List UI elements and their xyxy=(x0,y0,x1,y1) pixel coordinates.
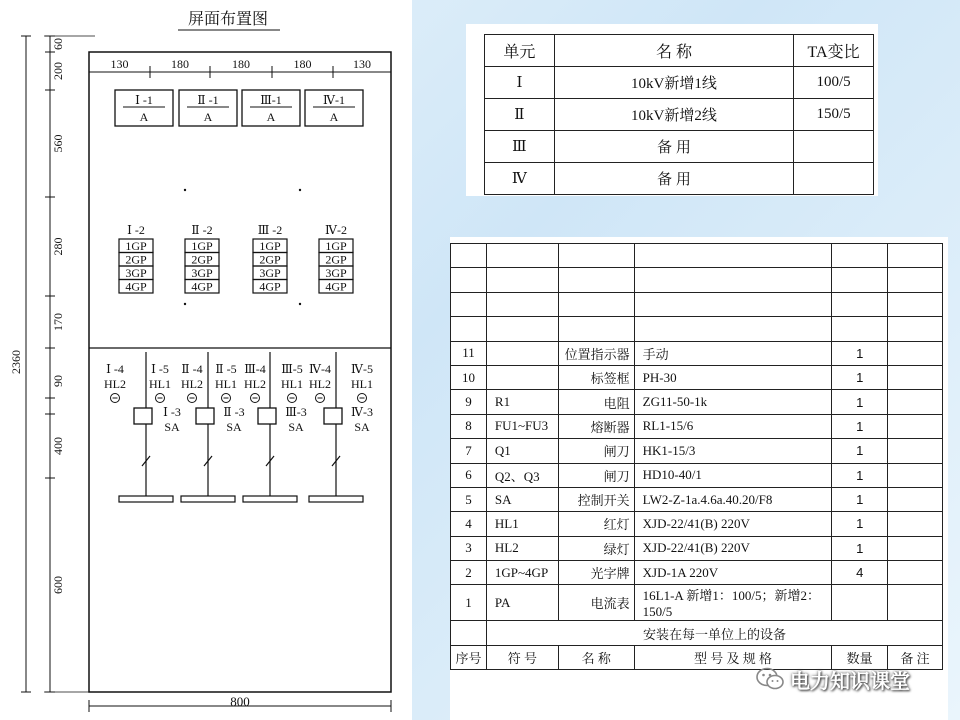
ammeter-label: Ⅰ -1 xyxy=(135,93,153,107)
equipment-cell xyxy=(634,244,832,268)
equipment-cell-spec: PH-30 xyxy=(634,365,832,389)
mounting-plate xyxy=(309,496,363,502)
switch-box xyxy=(134,408,152,424)
equipment-row xyxy=(451,365,943,389)
lamp-label: Ⅰ -4 xyxy=(106,362,124,376)
ammeter-label: Ⅲ-1 xyxy=(260,93,282,107)
annunciator-label: Ⅲ -2 xyxy=(257,223,283,237)
left-dim-value: 400 xyxy=(51,437,65,455)
ammeter-unit: A xyxy=(266,110,276,124)
annunciator-label: Ⅰ -2 xyxy=(127,223,145,237)
equipment-cell-spec: HK1-15/3 xyxy=(634,439,832,463)
equipment-cell-name: 电阻 xyxy=(558,390,634,414)
equipment-cell-note xyxy=(888,463,943,487)
annunciator-label: Ⅳ-2 xyxy=(325,223,347,237)
equipment-row xyxy=(451,536,943,560)
ta-cell-ratio xyxy=(794,131,874,163)
lamp-code: HL1 xyxy=(149,377,171,391)
equipment-cell-spec: RL1-15/6 xyxy=(634,414,832,438)
equipment-cell xyxy=(832,244,888,268)
ta-cell-ratio: 150/5 xyxy=(794,99,874,131)
equipment-cell-name: 位置指示器 xyxy=(558,341,634,365)
equipment-cell xyxy=(832,292,888,316)
equipment-cell xyxy=(888,244,943,268)
switch-code: SA xyxy=(226,420,242,434)
switch-label: Ⅰ -3 xyxy=(163,405,181,419)
lamp-label: Ⅰ -5 xyxy=(151,362,169,376)
equipment-cell-name: 控制开关 xyxy=(558,487,634,511)
equipment-cell xyxy=(888,268,943,292)
equipment-cell-symbol: HL1 xyxy=(486,512,558,536)
equipment-cell-symbol xyxy=(486,341,558,365)
equipment-blank-row xyxy=(451,244,943,268)
ammeter-label: Ⅳ-1 xyxy=(323,93,345,107)
equipment-cell-note xyxy=(888,439,943,463)
ta-cell-unit: Ⅰ xyxy=(485,67,555,99)
equipment-cell xyxy=(558,317,634,341)
ta-cell-name: 备 用 xyxy=(554,131,793,163)
equipment-row xyxy=(451,414,943,438)
bottom-dim-value: 800 xyxy=(230,694,250,709)
equipment-cell-qty: 1 xyxy=(832,390,888,414)
equipment-cell xyxy=(451,268,487,292)
ta-cell-name: 10kV新增1线 xyxy=(554,67,793,99)
equipment-cell-name: 闸刀 xyxy=(558,439,634,463)
switch-label: Ⅱ -3 xyxy=(223,405,245,419)
watermark xyxy=(756,664,946,694)
watermark-text: 电力知识课堂 xyxy=(790,668,910,693)
center-mark xyxy=(184,189,186,191)
switch-box xyxy=(196,408,214,424)
annunciator-item: 2GP xyxy=(125,252,147,267)
equipment-cell-note xyxy=(888,487,943,511)
panel-layout-drawing xyxy=(0,0,412,720)
equipment-cell-name: 闸刀 xyxy=(558,463,634,487)
equipment-cell-note xyxy=(888,341,943,365)
mounting-plate xyxy=(119,496,173,502)
equipment-cell-symbol xyxy=(486,365,558,389)
top-dim-value: 180 xyxy=(293,57,312,71)
ammeter-label: Ⅱ -1 xyxy=(197,93,219,107)
annunciator-item: 3GP xyxy=(325,266,347,280)
equipment-cell-no: 9 xyxy=(451,390,487,414)
ta-cell-unit: Ⅲ xyxy=(485,131,555,163)
equipment-cell xyxy=(634,268,832,292)
equipment-cell-spec: 手动 xyxy=(634,341,832,365)
equipment-cell xyxy=(558,292,634,316)
equipment-cell-qty: 4 xyxy=(832,561,888,585)
equipment-row xyxy=(451,439,943,463)
switch-label: Ⅲ-3 xyxy=(285,405,307,419)
equipment-cell xyxy=(832,317,888,341)
equipment-section-row xyxy=(451,621,943,645)
ammeter-unit: A xyxy=(139,110,149,124)
equipment-cell-note xyxy=(888,536,943,560)
annunciator-item: 2GP xyxy=(325,252,347,267)
annunciator-item: 1GP xyxy=(259,239,281,253)
equipment-panel xyxy=(450,237,948,720)
equipment-cell-spec: 16L1-A 新增1：100/5；新增2：150/5 xyxy=(634,585,832,621)
equipment-header-cell: 数量 xyxy=(832,645,888,669)
equipment-cell-no: 11 xyxy=(451,341,487,365)
switch-code: SA xyxy=(164,420,180,434)
equipment-cell xyxy=(634,292,832,316)
equipment-cell xyxy=(451,317,487,341)
switch-box xyxy=(258,408,276,424)
equipment-cell-spec: LW2-Z-1a.4.6a.40.20/F8 xyxy=(634,487,832,511)
equipment-cell-spec: XJD-1A 220V xyxy=(634,561,832,585)
panel-frame xyxy=(89,52,391,692)
equipment-cell xyxy=(486,317,558,341)
ta-cell-ratio: 100/5 xyxy=(794,67,874,99)
annunciator-item: 1GP xyxy=(191,239,213,253)
annunciator-item: 4GP xyxy=(259,279,281,294)
equipment-cell-note xyxy=(888,561,943,585)
wechat-icon xyxy=(756,666,784,692)
equipment-cell-no: 2 xyxy=(451,561,487,585)
equipment-cell-spec: XJD-22/41(B) 220V xyxy=(634,536,832,560)
annunciator-item: 2GP xyxy=(259,252,281,267)
equipment-cell-symbol: FU1~FU3 xyxy=(486,414,558,438)
equipment-cell-qty xyxy=(832,585,888,621)
equipment-cell xyxy=(486,268,558,292)
ta-header-row xyxy=(485,35,874,67)
top-dim-value: 180 xyxy=(171,57,189,71)
annunciator-item: 4GP xyxy=(191,279,213,294)
equipment-cell-spec: HD10-40/1 xyxy=(634,463,832,487)
left-dim-value: 600 xyxy=(51,576,65,594)
equipment-cell-symbol: SA xyxy=(486,487,558,511)
equipment-cell xyxy=(888,292,943,316)
top-dim-value: 180 xyxy=(232,57,250,71)
top-dim-value: 130 xyxy=(110,57,129,71)
lamp-code: HL2 xyxy=(244,377,266,391)
equipment-cell-no: 8 xyxy=(451,414,487,438)
equipment-cell-symbol: Q2、Q3 xyxy=(486,463,558,487)
equipment-table-body xyxy=(451,244,943,670)
equipment-header-cell: 备 注 xyxy=(888,645,943,669)
equipment-cell xyxy=(451,292,487,316)
annunciator-item: 2GP xyxy=(191,252,213,267)
equipment-cell-qty: 1 xyxy=(832,536,888,560)
equipment-cell xyxy=(486,244,558,268)
ta-header-name: 名 称 xyxy=(554,35,793,67)
annunciator-item: 1GP xyxy=(125,239,147,253)
equipment-row xyxy=(451,561,943,585)
left-dim-value: 280 xyxy=(51,237,65,256)
equipment-row xyxy=(451,487,943,511)
total-dim-value: 2360 xyxy=(9,350,23,374)
lamp-code: HL2 xyxy=(181,377,203,391)
annunciator-item: 3GP xyxy=(259,266,281,280)
switch-code: SA xyxy=(288,420,304,434)
equipment-blank-row xyxy=(451,268,943,292)
equipment-cell-no: 6 xyxy=(451,463,487,487)
equipment-cell-symbol: PA xyxy=(486,585,558,621)
equipment-row xyxy=(451,341,943,365)
center-mark xyxy=(184,303,186,305)
ta-header-ratio: TA变比 xyxy=(794,35,874,67)
ammeter-unit: A xyxy=(329,110,339,124)
switch-code: SA xyxy=(354,420,370,434)
equipment-cell-qty: 1 xyxy=(832,512,888,536)
equipment-cell-qty: 1 xyxy=(832,365,888,389)
annunciator-label: Ⅱ -2 xyxy=(191,223,213,237)
equipment-cell xyxy=(888,317,943,341)
equipment-cell-no: 10 xyxy=(451,365,487,389)
ta-cell-name: 10kV新增2线 xyxy=(554,99,793,131)
equipment-row xyxy=(451,585,943,621)
annunciator-item: 1GP xyxy=(325,239,347,253)
annunciator-item: 4GP xyxy=(125,279,147,294)
equipment-header-cell: 序号 xyxy=(451,645,487,669)
equipment-cell-symbol: R1 xyxy=(486,390,558,414)
equipment-cell-qty: 1 xyxy=(832,341,888,365)
left-dim-value: 170 xyxy=(51,313,65,331)
equipment-cell-note xyxy=(888,512,943,536)
drawing-title: 屏面布置图 xyxy=(187,11,269,28)
lamp-label: Ⅱ -5 xyxy=(215,362,237,376)
equipment-cell-no: 7 xyxy=(451,439,487,463)
equipment-header-cell: 名 称 xyxy=(558,645,634,669)
equipment-cell xyxy=(558,268,634,292)
equipment-cell-note xyxy=(888,390,943,414)
ta-row xyxy=(485,67,874,99)
ta-header-unit: 单元 xyxy=(485,35,555,67)
ta-ratio-table xyxy=(484,34,874,195)
annunciator-item: 3GP xyxy=(191,266,213,280)
annunciator-item: 4GP xyxy=(325,279,347,294)
equipment-cell xyxy=(832,268,888,292)
equipment-cell-qty: 1 xyxy=(832,487,888,511)
equipment-cell-name: 光字牌 xyxy=(558,561,634,585)
top-dim-value: 130 xyxy=(353,57,371,71)
ta-row xyxy=(485,131,874,163)
lamp-label: Ⅳ-4 xyxy=(309,362,331,376)
equipment-table xyxy=(450,243,943,670)
equipment-cell-symbol: Q1 xyxy=(486,439,558,463)
lamp-label: Ⅳ-5 xyxy=(351,362,373,376)
equipment-cell-name: 绿灯 xyxy=(558,536,634,560)
equipment-row xyxy=(451,390,943,414)
left-dim-value: 200 xyxy=(51,62,65,80)
equipment-cell-name: 标签框 xyxy=(558,365,634,389)
lamp-code: HL2 xyxy=(104,377,126,391)
equipment-cell-qty: 1 xyxy=(832,463,888,487)
annunciator-item: 3GP xyxy=(125,266,147,280)
ta-cell-name: 备 用 xyxy=(554,163,793,195)
lamp-code: HL2 xyxy=(309,377,331,391)
switch-label: Ⅳ-3 xyxy=(351,405,373,419)
equipment-cell-no: 5 xyxy=(451,487,487,511)
layout-diagram xyxy=(0,0,412,720)
equipment-cell-no: 3 xyxy=(451,536,487,560)
ta-ratio-panel xyxy=(466,24,878,196)
mounting-plate xyxy=(181,496,235,502)
equipment-cell-name: 熔断器 xyxy=(558,414,634,438)
equipment-cell-note xyxy=(888,585,943,621)
left-dim-value: 560 xyxy=(51,134,65,153)
equipment-cell-spec: ZG11-50-1k xyxy=(634,390,832,414)
left-dim-value: 60 xyxy=(51,38,65,50)
equipment-cell xyxy=(558,244,634,268)
lamp-code: HL1 xyxy=(281,377,303,391)
center-mark xyxy=(299,303,301,305)
ta-cell-ratio xyxy=(794,163,874,195)
equipment-cell-name: 电流表 xyxy=(558,585,634,621)
equipment-header-cell: 符 号 xyxy=(486,645,558,669)
switch-box xyxy=(324,408,342,424)
equipment-cell-note xyxy=(888,365,943,389)
mounting-plate xyxy=(243,496,297,502)
lamp-label: Ⅲ-4 xyxy=(244,362,266,376)
equipment-cell-symbol: HL2 xyxy=(486,536,558,560)
equipment-cell-qty: 1 xyxy=(832,439,888,463)
equipment-blank-row xyxy=(451,292,943,316)
ta-cell-unit: Ⅳ xyxy=(485,163,555,195)
ammeter-unit: A xyxy=(203,110,213,124)
equipment-cell xyxy=(486,292,558,316)
equipment-cell xyxy=(451,621,487,645)
left-dim-value: 90 xyxy=(51,375,65,387)
equipment-row xyxy=(451,512,943,536)
lamp-label: Ⅱ -4 xyxy=(181,362,203,376)
lamp-code: HL1 xyxy=(215,377,237,391)
ta-cell-unit: Ⅱ xyxy=(485,99,555,131)
equipment-cell-no: 1 xyxy=(451,585,487,621)
equipment-header-cell: 型 号 及 规 格 xyxy=(634,645,832,669)
equipment-cell-note xyxy=(888,414,943,438)
equipment-cell xyxy=(634,317,832,341)
equipment-cell-name: 红灯 xyxy=(558,512,634,536)
lamp-label: Ⅲ-5 xyxy=(281,362,303,376)
equipment-row xyxy=(451,463,943,487)
lamp-code: HL1 xyxy=(351,377,373,391)
center-mark xyxy=(299,189,301,191)
equipment-cell xyxy=(451,244,487,268)
ta-row xyxy=(485,99,874,131)
equipment-cell-no: 4 xyxy=(451,512,487,536)
equipment-cell-symbol: 1GP~4GP xyxy=(486,561,558,585)
equipment-cell-spec: XJD-22/41(B) 220V xyxy=(634,512,832,536)
equipment-section-note: 安装在每一单位上的设备 xyxy=(486,621,942,645)
ta-row xyxy=(485,163,874,195)
equipment-blank-row xyxy=(451,317,943,341)
equipment-cell-qty: 1 xyxy=(832,414,888,438)
